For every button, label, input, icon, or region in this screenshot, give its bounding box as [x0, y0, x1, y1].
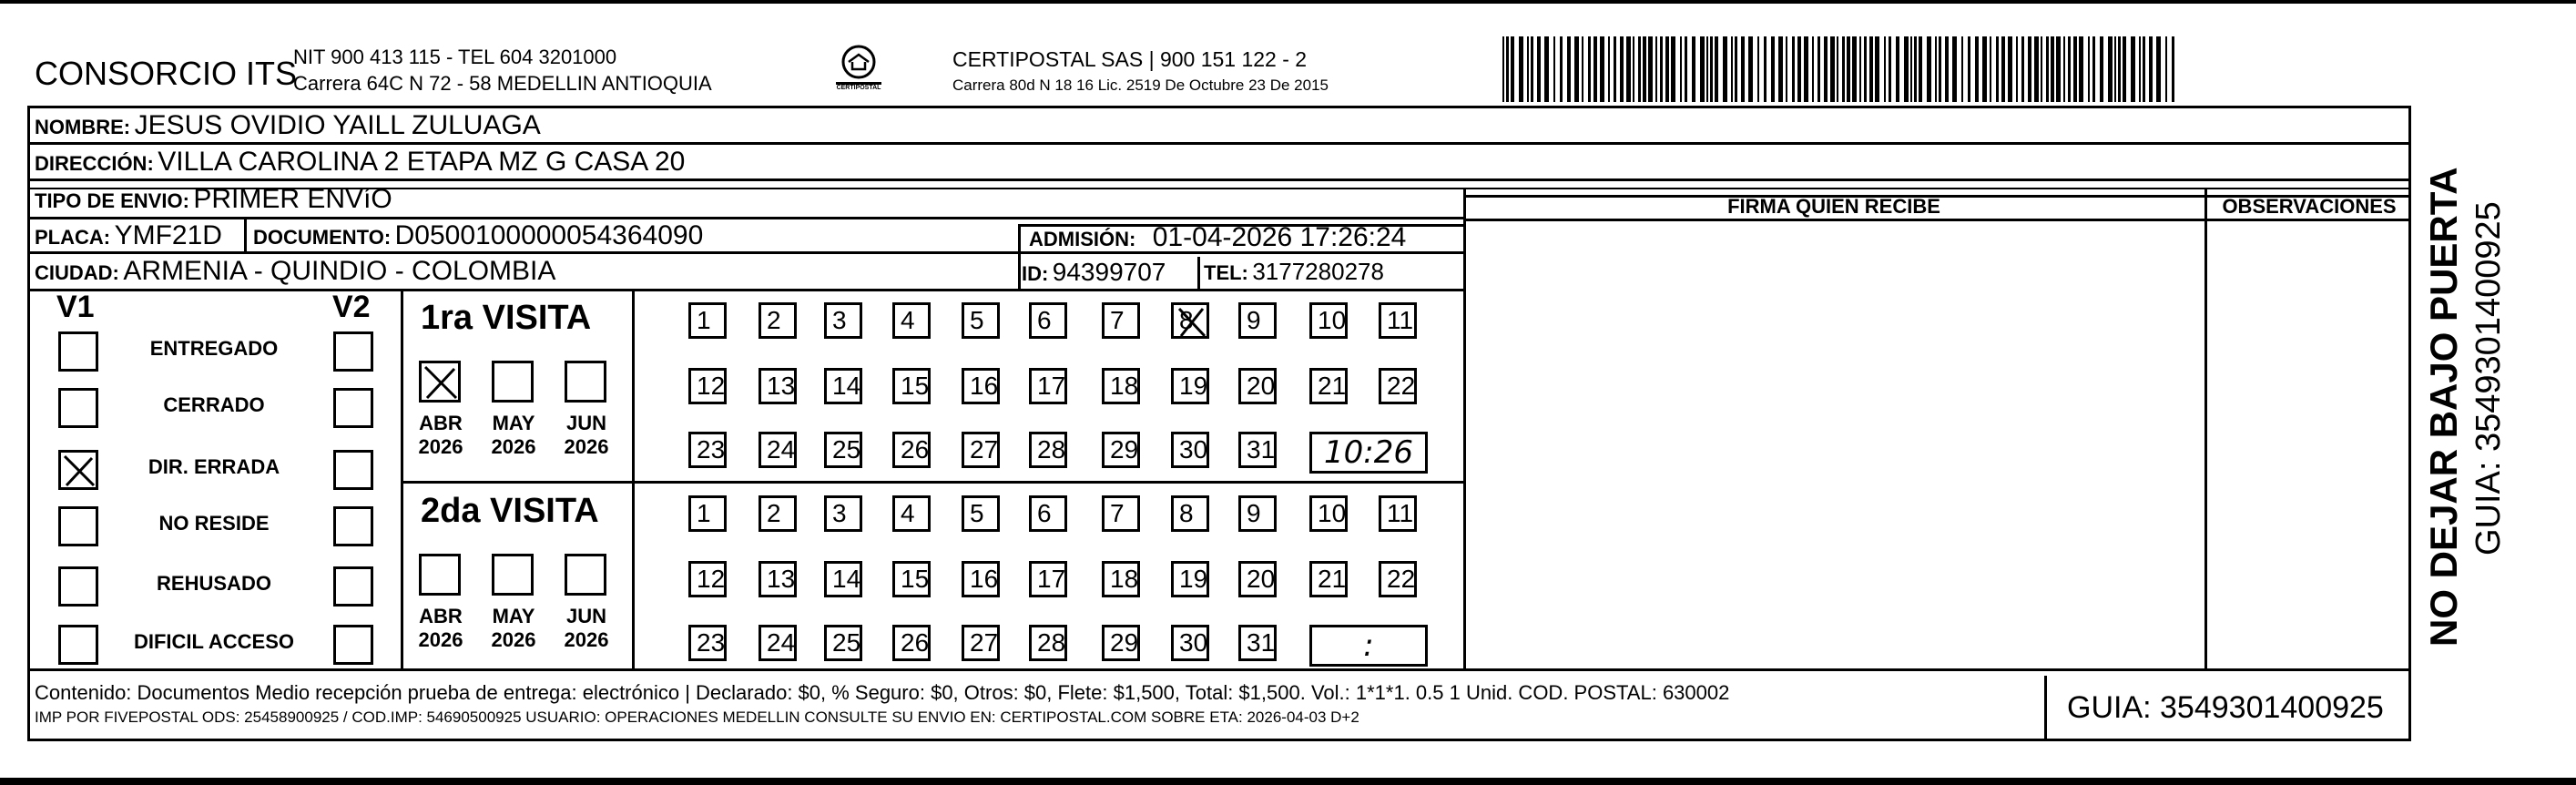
- month-caption: [484, 412, 543, 459]
- day-box[interactable]: 15: [892, 561, 931, 597]
- day-box[interactable]: 23: [688, 432, 727, 468]
- day-box[interactable]: 3: [824, 495, 862, 532]
- barcode-bar: [1685, 36, 1687, 102]
- x-mark-icon: [1174, 305, 1210, 340]
- month-label: JUN: [565, 605, 606, 627]
- day-box[interactable]: 19: [1171, 368, 1209, 404]
- barcode-bar: [2068, 36, 2071, 102]
- placa-value: YMF21D: [114, 220, 222, 250]
- ciudad-value: ARMENIA - QUINDIO - COLOMBIA: [123, 256, 556, 286]
- day-box[interactable]: 12: [688, 561, 727, 597]
- barcode-bar: [1830, 36, 1835, 102]
- month-year: 2026: [491, 435, 536, 458]
- day-box[interactable]: 27: [962, 625, 1000, 661]
- barcode-bar: [1919, 36, 1922, 102]
- day-box[interactable]: 5: [962, 302, 1000, 339]
- barcode-bar: [1982, 36, 1987, 102]
- month-caption: [412, 412, 470, 459]
- day-box[interactable]: 16: [962, 561, 1000, 597]
- barcode-bar: [1665, 36, 1669, 102]
- x-mark-icon: [61, 453, 97, 489]
- day-box[interactable]: 7: [1102, 495, 1140, 532]
- day-box[interactable]: 8: [1171, 495, 1209, 532]
- barcode-bar: [2149, 36, 2153, 102]
- barcode-bar: [1852, 36, 1857, 102]
- bottom-border: [0, 778, 2576, 785]
- day-box[interactable]: 4: [892, 302, 931, 339]
- barcode-bar: [1567, 36, 1571, 102]
- barcode-bar: [1757, 36, 1759, 102]
- barcode-bar: [1560, 36, 1563, 102]
- barcode-bar: [1804, 36, 1808, 102]
- day-box[interactable]: 7: [1102, 302, 1140, 339]
- day-box[interactable]: 26: [892, 625, 931, 661]
- tel-value: 3177280278: [1252, 258, 1384, 285]
- barcode-bar: [1715, 36, 1718, 102]
- month-year: 2026: [491, 628, 536, 651]
- day-box[interactable]: 11: [1379, 495, 1417, 532]
- month-checkbox[interactable]: [492, 361, 534, 403]
- status-v1-checkbox[interactable]: [58, 566, 98, 607]
- day-box[interactable]: 29: [1102, 432, 1140, 468]
- status-v2-checkbox[interactable]: [333, 450, 373, 490]
- day-box[interactable]: 11: [1379, 302, 1417, 339]
- barcode-bar: [1706, 36, 1708, 102]
- id-value: 94399707: [1052, 258, 1166, 286]
- barcode-bar: [2139, 36, 2141, 102]
- day-box[interactable]: 2: [759, 495, 797, 532]
- tipo-envio-value: PRIMER ENVíO: [193, 184, 392, 214]
- barcode-bar: [1638, 36, 1641, 102]
- barcode-bar: [1574, 36, 1579, 102]
- day-box[interactable]: 25: [824, 432, 862, 468]
- barcode-bar: [2051, 36, 2054, 102]
- status-label: DIFICIL ACCESO: [133, 630, 294, 653]
- barcode-bar: [1741, 36, 1745, 102]
- barcode-bar: [1778, 36, 1783, 102]
- day-box[interactable]: 30: [1171, 432, 1209, 468]
- barcode-bar: [1812, 36, 1814, 102]
- footer-guia: GUIA: 3549301400925: [2067, 690, 2384, 725]
- status-v1-checkbox[interactable]: [58, 625, 98, 665]
- barcode-bar: [1847, 36, 1850, 102]
- barcode-bar: [1620, 36, 1624, 102]
- barcode-bar: [1786, 36, 1787, 102]
- barcode-bar: [1544, 36, 1549, 102]
- day-box[interactable]: 22: [1379, 561, 1417, 597]
- day-box[interactable]: 6: [1029, 495, 1067, 532]
- barcode-bar: [1614, 36, 1616, 102]
- barcode-bar: [2088, 36, 2090, 102]
- status-v2-checkbox[interactable]: [333, 566, 373, 607]
- firma-label: FIRMA QUIEN RECIBE: [1727, 195, 1940, 218]
- barcode-bar: [1996, 36, 1999, 102]
- barcode-bar: [2028, 36, 2031, 102]
- status-v2-checkbox[interactable]: [333, 625, 373, 665]
- barcode-bar: [2008, 36, 2012, 102]
- barcode-bar: [1824, 36, 1828, 102]
- day-box[interactable]: 9: [1238, 302, 1277, 339]
- month-checkbox[interactable]: [565, 361, 606, 403]
- barcode-bar: [1648, 36, 1653, 102]
- status-label: NO RESIDE: [158, 512, 270, 535]
- placa-row: PLACA: YMF21D: [35, 220, 222, 250]
- day-box[interactable]: 13: [759, 368, 797, 404]
- month-caption: [412, 605, 470, 652]
- tel-row: TEL: 3177280278: [1204, 258, 1384, 285]
- month-checkbox[interactable]: [419, 554, 461, 596]
- day-box[interactable]: 14: [824, 368, 862, 404]
- day-box[interactable]: 29: [1102, 625, 1140, 661]
- barcode-bar: [2143, 36, 2145, 102]
- barcode-bar: [1660, 36, 1663, 102]
- barcode-bar: [1643, 36, 1646, 102]
- day-box[interactable]: 31: [1238, 625, 1277, 661]
- month-caption: [557, 412, 616, 459]
- status-label: REHUSADO: [157, 572, 271, 595]
- day-box[interactable]: 4: [892, 495, 931, 532]
- day-box[interactable]: 30: [1171, 625, 1209, 661]
- barcode-bar: [1939, 36, 1941, 102]
- barcode-bar: [1817, 36, 1820, 102]
- side-warning: NO DEJAR BAJO PUERTA: [2422, 167, 2465, 647]
- barcode-bar: [1875, 36, 1879, 102]
- barcode-bar: [2114, 36, 2116, 102]
- nombre-row: NOMBRE: JESUS OVIDIO YAILL ZULUAGA: [35, 110, 541, 140]
- day-box[interactable]: 8: [1171, 302, 1209, 339]
- footer-print-line: IMP POR FIVEPOSTAL ODS: 25458900925 / COD.IMP: 54690500925 USUARIO: OPERACIONES MEDELLIN CONSULTE SU ENVIO EN: CERTIPOSTAL.COM SOBRE ETA: 2026-04-03 D+2: [35, 709, 1359, 726]
- barcode-bar: [2041, 36, 2042, 102]
- month-caption: [484, 605, 543, 652]
- day-box[interactable]: 18: [1102, 368, 1140, 404]
- barcode-bar: [1700, 36, 1705, 102]
- documento-value: D0500100000054364090: [394, 220, 704, 250]
- day-box[interactable]: 9: [1238, 495, 1277, 532]
- admision-row: ADMISIÓN: 01-04-2026 17:26:24: [1029, 222, 1407, 252]
- day-box[interactable]: 26: [892, 432, 931, 468]
- status-v1-checkbox[interactable]: [58, 506, 98, 546]
- barcode: [1502, 36, 2185, 102]
- day-box[interactable]: 5: [962, 495, 1000, 532]
- month-year: 2026: [418, 435, 463, 458]
- barcode-bar: [1910, 36, 1912, 102]
- barcode-bar: [1608, 36, 1610, 102]
- nombre-value: JESUS OVIDIO YAILL ZULUAGA: [134, 110, 541, 140]
- barcode-bar: [1626, 36, 1631, 102]
- tipo-envio-row: TIPO DE ENVIO: PRIMER ENVíO: [35, 184, 392, 214]
- barcode-bar: [2108, 36, 2113, 102]
- day-box[interactable]: 20: [1238, 368, 1277, 404]
- barcode-bar: [2016, 36, 2018, 102]
- barcode-bar: [2092, 36, 2095, 102]
- month-checkbox[interactable]: [492, 554, 534, 596]
- month-year: 2026: [564, 435, 609, 458]
- month-label: MAY: [492, 412, 535, 434]
- status-v1-checkbox[interactable]: [58, 450, 98, 490]
- barcode-bar: [1914, 36, 1917, 102]
- barcode-bar: [1593, 36, 1597, 102]
- status-label: DIR. ERRADA: [148, 455, 280, 478]
- direccion-row: DIRECCIÓN: VILLA CAROLINA 2 ETAPA MZ G CASA 20: [35, 147, 686, 177]
- id-row: ID: 94399707: [1022, 258, 1166, 286]
- barcode-bar: [1837, 36, 1838, 102]
- barcode-bar: [2079, 36, 2083, 102]
- barcode-bar: [1771, 36, 1775, 102]
- barcode-bar: [2123, 36, 2126, 102]
- barcode-bar: [1968, 36, 1970, 102]
- barcode-bar: [1797, 36, 1801, 102]
- admision-value: 01-04-2026 17:26:24: [1152, 222, 1407, 252]
- day-box[interactable]: 19: [1171, 561, 1209, 597]
- month-checkbox[interactable]: [419, 361, 461, 403]
- barcode-bar: [1904, 36, 1909, 102]
- barcode-bar: [1990, 36, 1991, 102]
- barcode-bar: [1588, 36, 1591, 102]
- barcode-bar: [1764, 36, 1767, 102]
- certipostal-logo: CERTIPOSTAL: [830, 42, 887, 95]
- day-box[interactable]: 21: [1309, 368, 1348, 404]
- barcode-bar: [1864, 36, 1867, 102]
- day-box[interactable]: 14: [824, 561, 862, 597]
- barcode-bar: [1671, 36, 1675, 102]
- visit-time-box[interactable]: 10:26: [1309, 432, 1428, 474]
- barcode-bar: [1792, 36, 1795, 102]
- day-box[interactable]: 23: [688, 625, 727, 661]
- day-box[interactable]: 22: [1379, 368, 1417, 404]
- observaciones-label: OBSERVACIONES: [2222, 195, 2397, 218]
- day-box[interactable]: 6: [1029, 302, 1067, 339]
- day-box[interactable]: 27: [962, 432, 1000, 468]
- day-box[interactable]: 1: [688, 495, 727, 532]
- direccion-value: VILLA CAROLINA 2 ETAPA MZ G CASA 20: [158, 147, 686, 177]
- barcode-bar: [2063, 36, 2065, 102]
- day-box[interactable]: 21: [1309, 561, 1348, 597]
- month-caption: [557, 605, 616, 652]
- barcode-bar: [1680, 36, 1682, 102]
- ciudad-row: CIUDAD: ARMENIA - QUINDIO - COLOMBIA: [35, 256, 556, 286]
- day-box[interactable]: 17: [1029, 368, 1067, 404]
- firma-area[interactable]: [1466, 221, 2204, 668]
- observaciones-area[interactable]: [2207, 221, 2411, 668]
- barcode-bar: [1600, 36, 1604, 102]
- barcode-bar: [2001, 36, 2005, 102]
- barcode-bar: [1975, 36, 1979, 102]
- company-address: Carrera 64C N 72 - 58 MEDELLIN ANTIOQUIA: [293, 72, 712, 95]
- day-box[interactable]: 10: [1309, 495, 1348, 532]
- barcode-bar: [1582, 36, 1583, 102]
- day-box[interactable]: 1: [688, 302, 727, 339]
- barcode-bar: [2165, 36, 2167, 102]
- barcode-bar: [1842, 36, 1845, 102]
- barcode-bar: [2172, 36, 2174, 102]
- barcode-bar: [2046, 36, 2049, 102]
- documento-row: DOCUMENTO: D0500100000054364090: [253, 220, 704, 250]
- month-checkbox[interactable]: [565, 554, 606, 596]
- month-label: MAY: [492, 605, 535, 627]
- footer-content-line: Contenido: Documentos Medio recepción prueba de entrega: electrónico | Declarado: $0, % Seguro: $0, Otros: $0, Flete: $1,500, Total: $1,500. Vol.: 1*1*1. 0.5 1 Unid. COD. POSTAL: 630002: [35, 681, 1730, 704]
- barcode-bar: [1927, 36, 1931, 102]
- carrier-address: Carrera 80d N 18 16 Lic. 2519 De Octubre 23 De 2015: [952, 76, 1329, 94]
- day-box[interactable]: 18: [1102, 561, 1140, 597]
- day-box[interactable]: 24: [759, 625, 797, 661]
- barcode-bar: [1735, 36, 1737, 102]
- status-v2-checkbox[interactable]: [333, 331, 373, 372]
- status-v1-checkbox[interactable]: [58, 388, 98, 428]
- company-name: CONSORCIO ITS: [35, 55, 298, 92]
- barcode-bar: [2073, 36, 2077, 102]
- month-label: ABR: [419, 605, 463, 627]
- month-year: 2026: [564, 628, 609, 651]
- visit-title: 1ra VISITA: [421, 299, 592, 337]
- visit-time-box[interactable]: :: [1309, 625, 1428, 667]
- status-label: ENTREGADO: [149, 337, 279, 360]
- day-box[interactable]: 13: [759, 561, 797, 597]
- barcode-bar: [2156, 36, 2161, 102]
- barcode-bar: [1710, 36, 1713, 102]
- barcode-bar: [1961, 36, 1963, 102]
- day-box[interactable]: 10: [1309, 302, 1348, 339]
- day-box[interactable]: 15: [892, 368, 931, 404]
- barcode-bar: [1527, 36, 1529, 102]
- day-box[interactable]: 17: [1029, 561, 1067, 597]
- top-border: [0, 0, 2576, 4]
- status-v2-checkbox[interactable]: [333, 388, 373, 428]
- barcode-bar: [1935, 36, 1937, 102]
- day-box[interactable]: 12: [688, 368, 727, 404]
- status-label: CERRADO: [163, 393, 265, 416]
- barcode-bar: [1692, 36, 1695, 102]
- barcode-bar: [1553, 36, 1555, 102]
- barcode-bar: [2056, 36, 2061, 102]
- barcode-bar: [1896, 36, 1899, 102]
- barcode-bar: [1506, 36, 1509, 102]
- barcode-bar: [2021, 36, 2024, 102]
- status-v1-checkbox[interactable]: [58, 331, 98, 372]
- barcode-bar: [2100, 36, 2103, 102]
- visit-title: 2da VISITA: [421, 492, 599, 530]
- barcode-bar: [1519, 36, 1523, 102]
- day-box[interactable]: 20: [1238, 561, 1277, 597]
- barcode-bar: [1859, 36, 1861, 102]
- month-label: JUN: [565, 412, 606, 434]
- barcode-bar: [2034, 36, 2039, 102]
- day-box[interactable]: 24: [759, 432, 797, 468]
- day-box[interactable]: 28: [1029, 432, 1067, 468]
- barcode-bar: [2118, 36, 2121, 102]
- day-box[interactable]: 25: [824, 625, 862, 661]
- status-v2-checkbox[interactable]: [333, 506, 373, 546]
- v1-label: V1: [56, 290, 95, 324]
- day-box[interactable]: 3: [824, 302, 862, 339]
- barcode-bar: [1945, 36, 1949, 102]
- side-guia: GUIA: 3549301400925: [2469, 201, 2508, 556]
- barcode-bar: [1531, 36, 1533, 102]
- day-box[interactable]: 16: [962, 368, 1000, 404]
- barcode-bar: [1511, 36, 1514, 102]
- barcode-bar: [1884, 36, 1886, 102]
- barcode-bar: [1731, 36, 1733, 102]
- barcode-bar: [1655, 36, 1657, 102]
- barcode-bar: [1748, 36, 1753, 102]
- barcode-bar: [1723, 36, 1727, 102]
- barcode-bar: [1537, 36, 1541, 102]
- day-box[interactable]: 31: [1238, 432, 1277, 468]
- nit-line: NIT 900 413 115 - TEL 604 3201000: [293, 46, 617, 68]
- barcode-bar: [1869, 36, 1873, 102]
- barcode-bar: [1889, 36, 1891, 102]
- month-year: 2026: [418, 628, 463, 651]
- barcode-bar: [1502, 36, 1504, 102]
- barcode-bar: [2131, 36, 2135, 102]
- v2-label: V2: [332, 290, 371, 324]
- day-box[interactable]: 28: [1029, 625, 1067, 661]
- carrier-line: CERTIPOSTAL SAS | 900 151 122 - 2: [952, 47, 1308, 71]
- barcode-bar: [1952, 36, 1957, 102]
- day-box[interactable]: 2: [759, 302, 797, 339]
- barcode-bar: [1633, 36, 1634, 102]
- month-label: ABR: [419, 412, 463, 434]
